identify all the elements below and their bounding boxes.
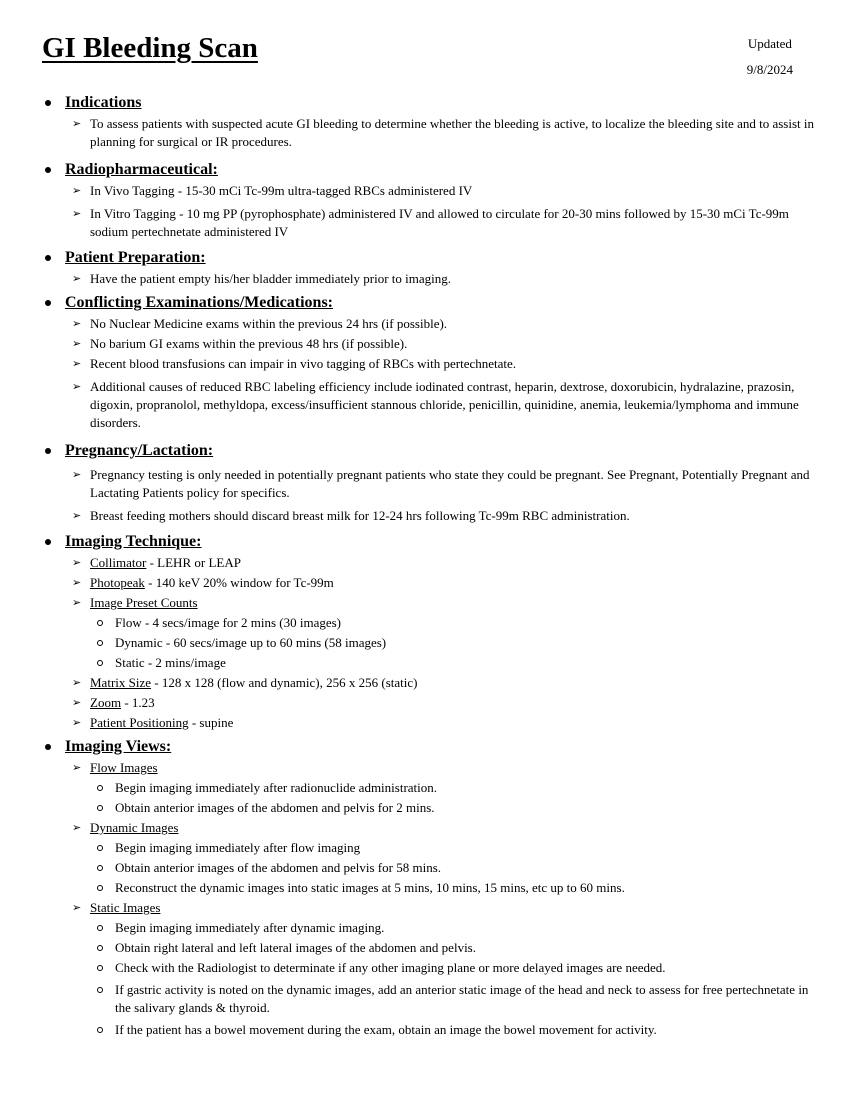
arrow-bullet-icon: ➢ <box>72 117 82 130</box>
list-item <box>0 594 857 672</box>
list-item <box>0 182 857 200</box>
list-item <box>0 759 857 817</box>
arrow-bullet-icon: ➢ <box>72 337 82 350</box>
section-heading-text: Indications <box>65 94 142 111</box>
arrow-bullet-icon: ➢ <box>72 716 82 729</box>
list-item <box>0 355 857 373</box>
arrow-bullet-icon: ➢ <box>72 380 82 393</box>
section-heading-text: Pregnancy/Lactation: <box>65 442 214 459</box>
section-heading-text: Conflicting Examinations/Medications: <box>65 294 334 311</box>
arrow-bullet-icon: ➢ <box>72 468 82 481</box>
arrow-bullet-icon: ➢ <box>72 317 82 330</box>
item-label: Static Images <box>90 900 161 915</box>
section <box>0 736 857 1039</box>
item-text: No Nuclear Medicine exams within the previous 24 hrs (if possible). <box>90 316 448 331</box>
section <box>0 247 857 288</box>
sub-list-item: Begin imaging immediately after dynamic imaging. <box>89 919 817 937</box>
list-item <box>0 466 857 502</box>
section-heading <box>0 531 857 552</box>
item-text: - supine <box>188 715 234 730</box>
list-item <box>0 270 857 288</box>
item-text: Pregnancy testing is only needed in potentially pregnant patients who state they could be pregnant. See Pregnant, Potentially Pregnant and Lactating Patients policy for specifics. <box>90 467 810 500</box>
updated-label: Updated <box>747 36 792 51</box>
section-heading-text: Patient Preparation: <box>65 249 206 266</box>
list-item <box>0 335 857 353</box>
item-label: Matrix Size <box>90 675 152 690</box>
sub-list-item: Begin imaging immediately after radionuclide administration. <box>89 779 817 797</box>
sub-item-list <box>90 839 817 897</box>
arrow-bullet-icon: ➢ <box>72 184 82 197</box>
section <box>0 292 857 432</box>
sub-list-item: Static - 2 mins/image <box>89 654 817 672</box>
section-heading-text: Imaging Views: <box>65 738 172 755</box>
arrow-bullet-icon: ➢ <box>72 676 82 689</box>
item-list <box>0 315 857 432</box>
section-heading <box>0 247 857 268</box>
list-item <box>0 574 857 592</box>
item-text: Recent blood transfusions can impair in vivo tagging of RBCs with pertechnetate. <box>90 356 517 371</box>
list-item <box>0 899 857 1039</box>
arrow-bullet-icon: ➢ <box>72 509 82 522</box>
section-heading-text: Radiopharmaceutical: <box>65 161 218 178</box>
item-label: Flow Images <box>90 760 158 775</box>
item-label: Collimator <box>90 555 147 570</box>
item-text: - 128 x 128 (flow and dynamic), 256 x 256 (static) <box>151 675 418 690</box>
item-list <box>0 554 857 732</box>
section-heading <box>0 440 857 461</box>
list-item <box>0 205 857 241</box>
arrow-bullet-icon: ➢ <box>72 556 82 569</box>
list-item <box>0 115 857 151</box>
list-item <box>0 714 857 732</box>
protocol-sections <box>0 92 857 1041</box>
item-label: Dynamic Images <box>90 820 179 835</box>
item-list <box>0 270 857 288</box>
sub-item-list <box>90 919 817 1039</box>
item-label: Photopeak <box>90 575 145 590</box>
item-text: To assess patients with suspected acute GI bleeding to determine whether the bleeding is active, to localize the bleeding site and to assist in planning for surgical or IR procedures. <box>90 116 814 149</box>
arrow-bullet-icon: ➢ <box>72 696 82 709</box>
item-label: Patient Positioning <box>90 715 189 730</box>
arrow-bullet-icon: ➢ <box>72 576 82 589</box>
arrow-bullet-icon: ➢ <box>72 821 82 834</box>
item-text: Breast feeding mothers should discard breast milk for 12-24 hrs following Tc-99m RBC administration. <box>90 508 630 523</box>
item-label: Image Preset Counts <box>90 595 198 610</box>
item-text: In Vivo Tagging - 15-30 mCi Tc-99m ultra-tagged RBCs administered IV <box>90 183 473 198</box>
item-text: Additional causes of reduced RBC labeling efficiency include iodinated contrast, heparin, dextrose, doxorubicin, hydralazine, prazosin, digoxin, propranolol, methyldopa, excess/insufficient stannous chloride, penicillin, quinidine, anemia, leukemia/lymphoma and immune disorders. <box>90 379 799 430</box>
arrow-bullet-icon: ➢ <box>72 901 82 914</box>
list-item <box>0 694 857 712</box>
item-label: Zoom <box>90 695 122 710</box>
list-item <box>0 378 857 432</box>
item-text: In Vitro Tagging - 10 mg PP (pyrophosphate) administered IV and allowed to circulate for 20-30 mins followed by 15-30 mCi Tc-99m sodium pertechnetate administered IV <box>90 206 789 239</box>
list-item <box>0 554 857 572</box>
item-text: No barium GI exams within the previous 48 hrs (if possible). <box>90 336 408 351</box>
item-text: - 140 keV 20% window for Tc-99m <box>144 575 334 590</box>
sub-list-item: Obtain right lateral and left lateral images of the abdomen and pelvis. <box>89 939 817 957</box>
list-item <box>0 507 857 525</box>
sub-list-item: Begin imaging immediately after flow imaging <box>89 839 817 857</box>
sub-list-item: Reconstruct the dynamic images into static images at 5 mins, 10 mins, 15 mins, etc up to 60 mins. <box>89 879 817 897</box>
section-heading <box>0 736 857 757</box>
updated-stamp <box>747 31 793 83</box>
sub-list-item: Obtain anterior images of the abdomen and pelvis for 2 mins. <box>89 799 817 817</box>
item-list <box>0 182 857 241</box>
sub-list-item: Check with the Radiologist to determinate if any other imaging plane or more delayed images are needed. <box>89 959 817 977</box>
section-heading <box>0 292 857 313</box>
list-item <box>0 819 857 897</box>
sub-item-list <box>90 779 817 817</box>
sub-item-list <box>90 614 817 672</box>
arrow-bullet-icon: ➢ <box>72 207 82 220</box>
item-list <box>0 759 857 1039</box>
section <box>0 92 857 151</box>
item-list <box>0 115 857 151</box>
list-item <box>0 674 857 692</box>
arrow-bullet-icon: ➢ <box>72 272 82 285</box>
arrow-bullet-icon: ➢ <box>72 357 82 370</box>
updated-date: 9/8/2024 <box>746 62 793 77</box>
item-text: - 1.23 <box>121 695 155 710</box>
arrow-bullet-icon: ➢ <box>72 761 82 774</box>
item-text: Have the patient empty his/her bladder immediately prior to imaging. <box>90 271 452 286</box>
section <box>0 531 857 732</box>
section-heading <box>0 92 857 113</box>
section <box>0 159 857 241</box>
item-list <box>0 466 857 525</box>
section-heading <box>0 159 857 180</box>
list-item <box>0 315 857 333</box>
sub-list-item: Dynamic - 60 secs/image up to 60 mins (58 images) <box>89 634 817 652</box>
sub-list-item: Flow - 4 secs/image for 2 mins (30 images) <box>89 614 817 632</box>
sub-list-item: If gastric activity is noted on the dynamic images, add an anterior static image of the head and neck to assess for free pertechnetate in the salivary glands & thyroid. <box>89 981 817 1017</box>
sub-list-item: Obtain anterior images of the abdomen and pelvis for 58 mins. <box>89 859 817 877</box>
item-text: - LEHR or LEAP <box>146 555 241 570</box>
section-heading-text: Imaging Technique: <box>65 533 202 550</box>
page-title: GI Bleeding Scan <box>42 32 258 64</box>
section <box>0 440 857 525</box>
arrow-bullet-icon: ➢ <box>72 596 82 609</box>
sub-list-item: If the patient has a bowel movement during the exam, obtain an image the bowel movement for activity. <box>89 1021 817 1039</box>
